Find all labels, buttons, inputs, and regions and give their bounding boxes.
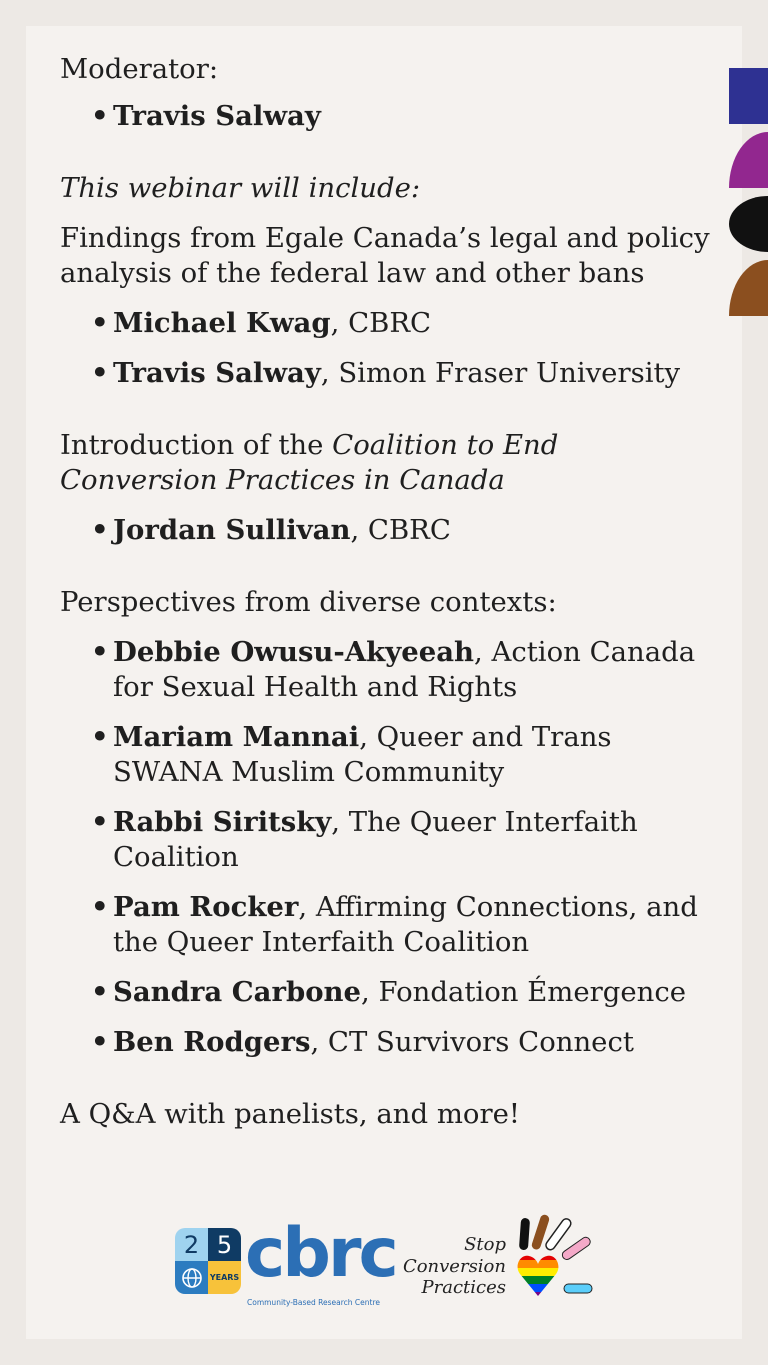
closing-text: A Q&A with panelists, and more! [60, 1098, 520, 1130]
footer-logos [0, 1210, 768, 1310]
speaker-name: Michael Kwag [113, 307, 331, 339]
rainbow-heart-hand-icon [516, 1212, 596, 1302]
section-title: Perspectives from diverse contexts: [60, 586, 557, 618]
list-item [60, 356, 720, 391]
speaker-affiliation: , Queer and Trans SWANA Muslim Community [113, 721, 612, 788]
speaker-affiliation: , Simon Fraser University [320, 357, 681, 389]
moderator-label: Moderator: [60, 53, 219, 85]
list-item [60, 306, 720, 341]
moderator-list [60, 99, 720, 134]
black-block-shape [729, 196, 768, 252]
speaker-list [60, 513, 720, 548]
badge-digit-5: 5 [208, 1228, 241, 1261]
purple-block-shape [729, 132, 768, 188]
blue-block-shape [729, 68, 768, 124]
list-item [60, 513, 720, 548]
cbrc-tagline: Community-Based Research Centre [247, 1298, 380, 1307]
speaker-list [60, 306, 720, 391]
speaker-name: Travis Salway [113, 357, 321, 389]
decorative-side-shapes [729, 68, 768, 324]
section-title: Findings from Egale Canada’s legal and policy analysis of the federal law and other bans [60, 222, 710, 289]
speaker-name: Travis Salway [113, 100, 321, 132]
speaker-affiliation: , CT Survivors Connect [310, 1026, 634, 1058]
speaker-affiliation: , Fondation Émergence [361, 976, 687, 1008]
badge-years: YEARS [208, 1261, 241, 1294]
badge-digit-2: 2 [175, 1228, 208, 1261]
list-item [60, 635, 720, 705]
brown-block-shape [729, 260, 768, 316]
speaker-name: Mariam Mannai [113, 721, 360, 753]
speaker-affiliation: , Affirming Connections, and the Queer Interfaith Coalition [113, 891, 698, 958]
section-title: Introduction of the Coalition to End Conversion Practices in Canada [60, 429, 559, 496]
cbrc-logo [175, 1214, 396, 1307]
globe-icon [175, 1261, 208, 1294]
speaker-name: Jordan Sullivan [113, 514, 351, 546]
list-item [60, 99, 720, 134]
speaker-list [60, 635, 720, 1060]
speaker-name: Sandra Carbone [113, 976, 362, 1008]
speaker-name: Ben Rodgers [113, 1026, 311, 1058]
list-item [60, 720, 720, 790]
speaker-affiliation: , Action Canada for Sexual Health and Rights [113, 636, 696, 703]
webinar-agenda [60, 52, 720, 1132]
speaker-name: Pam Rocker [113, 891, 299, 923]
list-item [60, 890, 720, 960]
speaker-name: Debbie Owusu-Akyeeah [113, 636, 475, 668]
stop-conversion-practices-wordmark: Stop Conversion Practices [402, 1234, 506, 1298]
speaker-affiliation: , The Queer Interfaith Coalition [113, 806, 638, 873]
speaker-affiliation: , CBRC [330, 307, 432, 339]
list-item [60, 1025, 720, 1060]
anniversary-badge [175, 1228, 241, 1294]
speaker-name: Rabbi Siritsky [113, 806, 332, 838]
cbrc-wordmark: cbrc [245, 1214, 396, 1293]
includes-label: This webinar will include: [60, 172, 421, 204]
speaker-affiliation: , CBRC [350, 514, 451, 546]
list-item [60, 805, 720, 875]
list-item [60, 975, 720, 1010]
